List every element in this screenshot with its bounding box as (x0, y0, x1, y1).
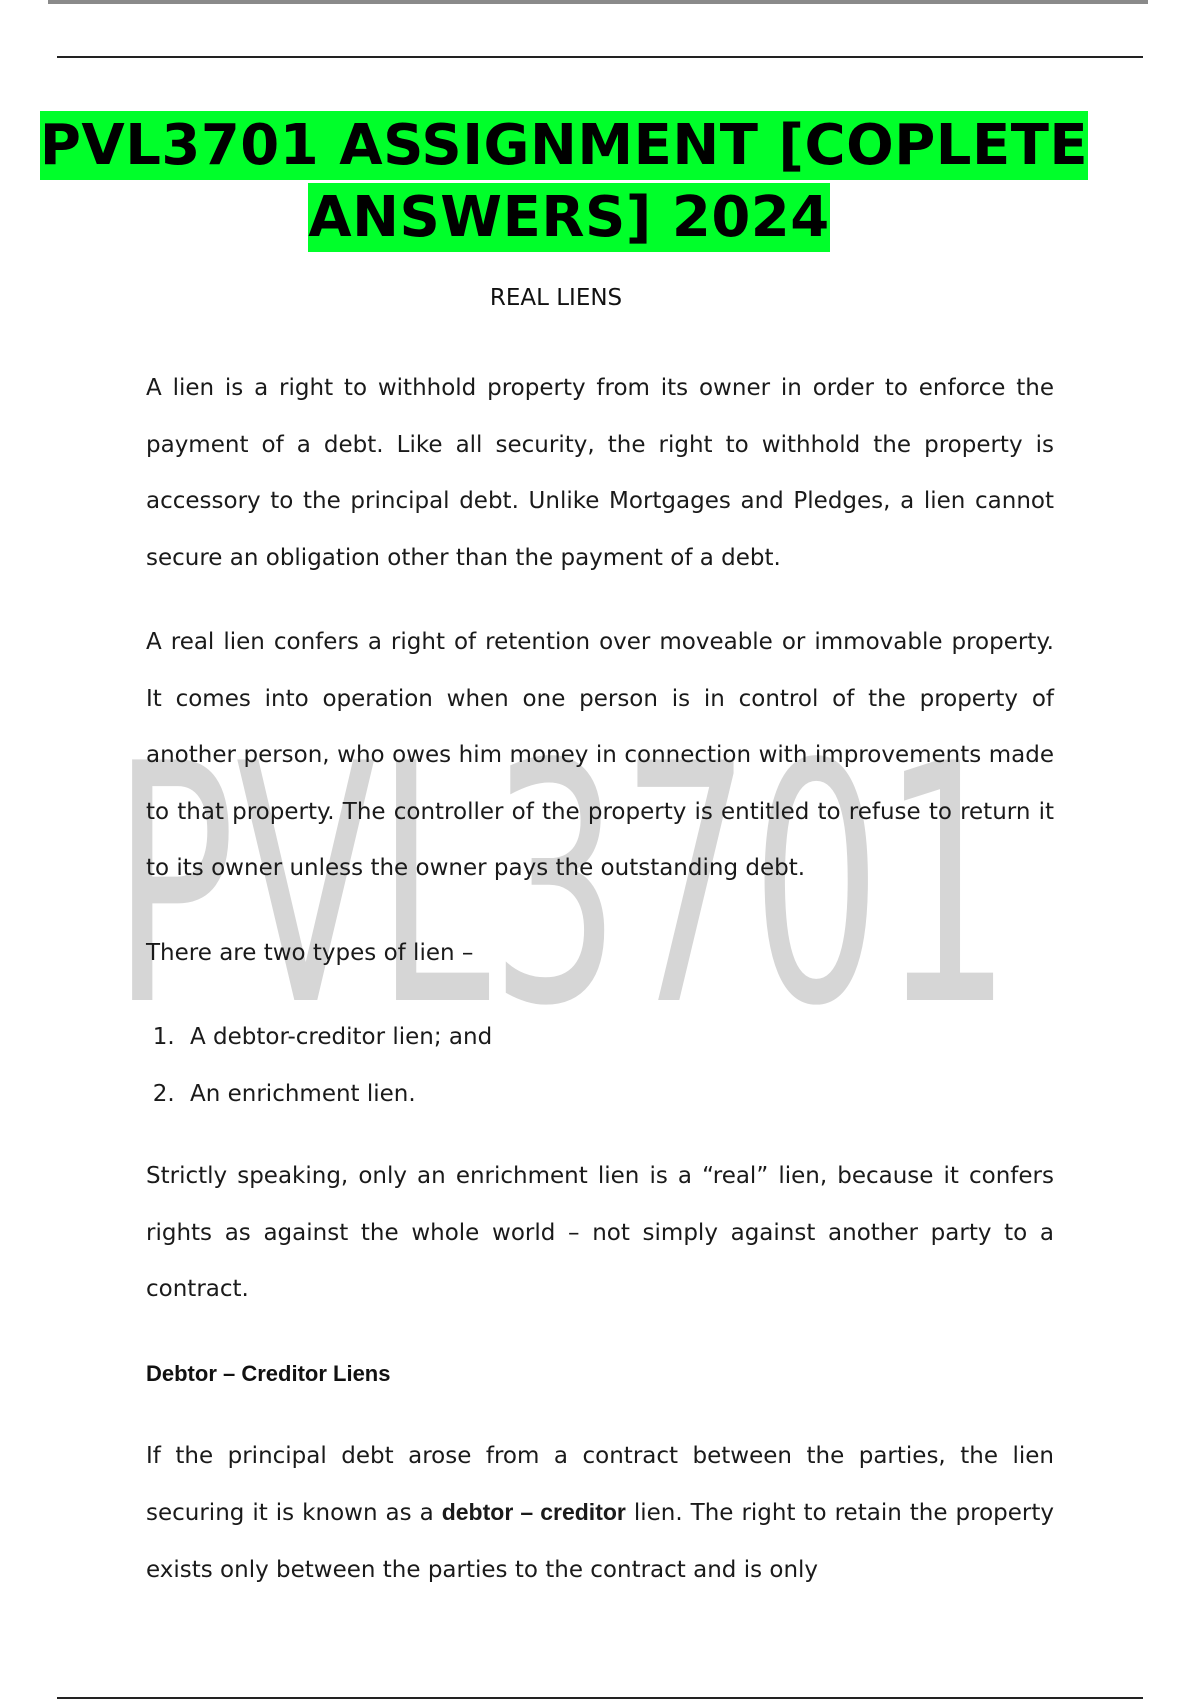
footer-rule (57, 1697, 1143, 1699)
page-top-edge (48, 0, 1148, 4)
watermark-text: PVL3701 (112, 700, 1012, 1030)
document-subtitle: REAL LIENS (489, 285, 623, 311)
paragraph-debtor-creditor (146, 1428, 1054, 1599)
header-rule (57, 56, 1143, 58)
title-line-2: ANSWERS] 2024 (308, 185, 830, 250)
paragraph-strictly-speaking: Strictly speaking, only an enrichment lien is a “real” lien, because it confers rights as against the whole world – not simply against another party to a contract. (146, 1163, 1054, 1302)
title-line-1: PVL3701 ASSIGNMENT [COPLETE (39, 113, 1089, 178)
paragraph-lien-definition: A lien is a right to withhold property from its owner in order to enforce the payment of a debt. Like all security, the right to withhold the property is accessory to the principal debt. Unlike Mortgages and Pledges, a lien cannot secure an obligation other than the payment of a debt. (146, 375, 1054, 571)
paragraph-text-end: lien. The right to retain the property exists only between the parties to the contract and is only (146, 1500, 1054, 1583)
lien-types-list (146, 1009, 1054, 1122)
bold-term: debtor – creditor (441, 1499, 626, 1525)
list-item: 1. A debtor-creditor lien; and (182, 1009, 1054, 1066)
document-title (0, 110, 1200, 254)
paragraph-lien-types-intro: There are two types of lien – (146, 939, 474, 966)
section-heading: Debtor – Creditor Liens (146, 1360, 391, 1386)
paragraph-real-lien: A real lien confers a right of retention over moveable or immovable property. It comes into operation when one person is in control of the property of another person, who owes him money in connection with improvements made to that property. The controller of the property is entitled to refuse to return it to its owner unless the owner pays the outstanding debt. (146, 629, 1054, 881)
document-body (146, 360, 1054, 1626)
list-item: 2. An enrichment lien. (182, 1066, 1054, 1123)
paragraph-text-start: If the principal debt arose from a contract between the parties, the lien securing it is known as a (146, 1442, 1054, 1526)
